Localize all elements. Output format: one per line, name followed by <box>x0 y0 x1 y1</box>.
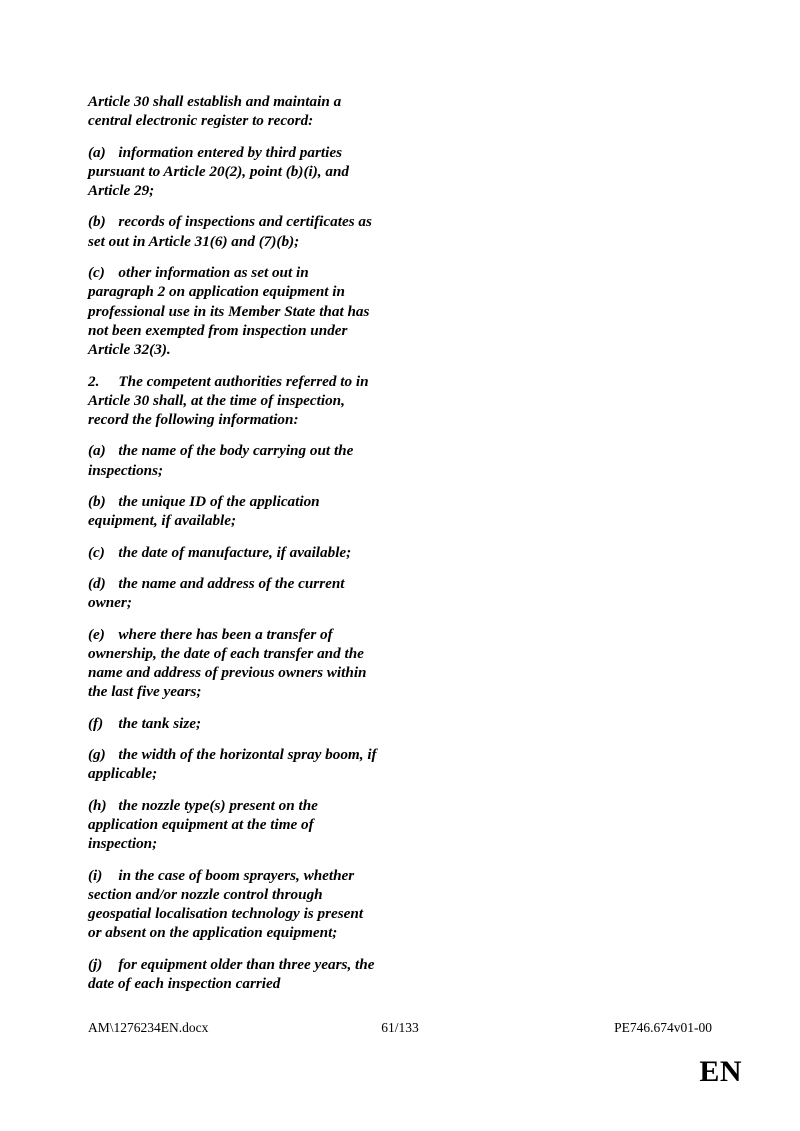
paragraph: Article 30 shall establish and maintain a central electronic register to record: <box>88 93 345 130</box>
footer-document-reference: PE746.674v01-00 <box>614 1020 712 1035</box>
footer-page-number: 61/133 <box>381 1020 419 1035</box>
paragraph: (i) in the case of boom sprayers, whether section and/or nozzle control through geospatial localisation technology is present or absent on the application equipment; <box>88 866 367 942</box>
language-mark: EN <box>699 1055 742 1088</box>
paragraph: (b) records of inspections and certificates as set out in Article 31(6) and (7)(b); <box>88 213 376 250</box>
paragraph: (e) where there has been a transfer of ownership, the date of each transfer and the name and address of previous owners within the last five years; <box>88 625 371 701</box>
paragraph: (c) the date of manufacture, if available; <box>88 543 352 561</box>
paragraph: (b) the unique ID of the application equipment, if available; <box>88 493 324 530</box>
paragraph: 2. The competent authorities referred to in Article 30 shall, at the time of inspection, record the following information: <box>88 372 372 429</box>
paragraph: (c) other information as set out in paragraph 2 on application equipment in professional use in its Member State that has not been exempted from inspection under Article 32(3). <box>88 264 374 359</box>
paragraph: (a) the name of the body carrying out the inspections; <box>88 442 358 479</box>
paragraph: (j) for equipment older than three years, the date of each inspection carried <box>88 955 379 992</box>
paragraph: (a) information entered by third parties pursuant to Article 20(2), point (b)(i), and Article 29; <box>88 143 353 200</box>
paragraph: (h) the nozzle type(s) present on the application equipment at the time of inspection; <box>88 796 322 853</box>
paragraph: (d) the name and address of the current owner; <box>88 574 349 612</box>
page-footer <box>88 1020 712 1042</box>
paragraph: (f) the tank size; <box>88 714 202 732</box>
document-body <box>88 92 381 1005</box>
paragraph: (g) the width of the horizontal spray boom, if applicable; <box>88 746 381 783</box>
footer-file-name: AM\1276234EN.docx <box>88 1020 209 1035</box>
